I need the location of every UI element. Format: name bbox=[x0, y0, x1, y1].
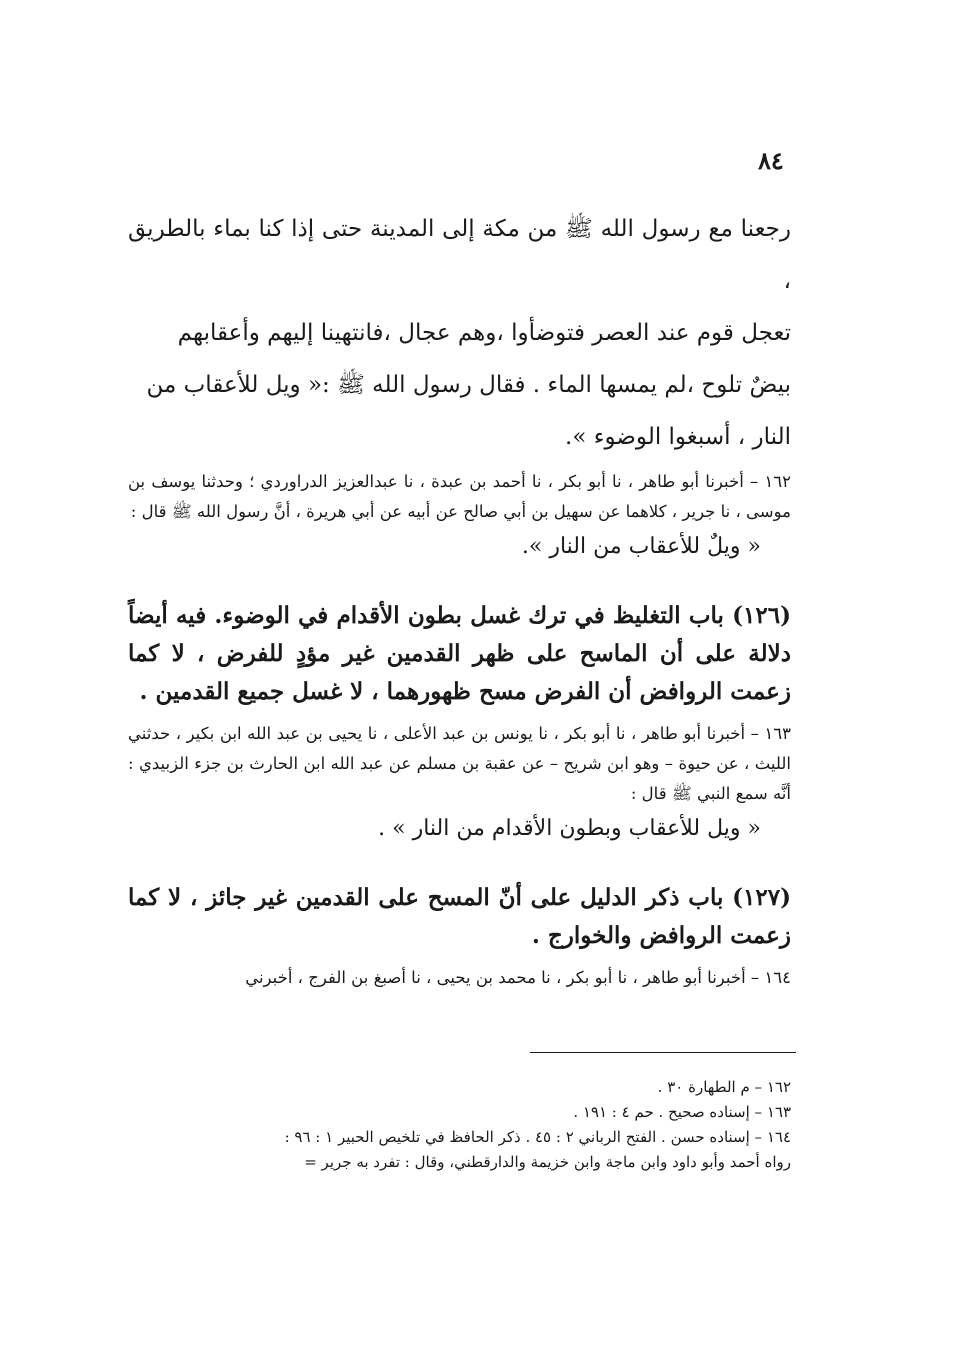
text-line: النار ، أسبغوا الوضوء ». bbox=[565, 424, 791, 450]
paragraph-continuation bbox=[128, 203, 791, 463]
chapter-127-heading: (١٢٧) باب ذكر الدليل على أنّ المسح على القدمين غير جائز ، لا كما زعمت الروافض والخوارج . bbox=[128, 884, 791, 949]
footnote-164-continued: رواه أحمد وأبو داود وابن ماجة وابن خزيمة والدارقطني، وقال : تفرد به جرير = bbox=[304, 1153, 791, 1171]
page-number: ٨٤ bbox=[758, 146, 784, 175]
main-text bbox=[128, 203, 791, 993]
footnotes bbox=[128, 1075, 791, 1175]
footnote-divider bbox=[530, 1052, 796, 1053]
text-line: تعجل قوم عند العصر فتوضأوا ،وهم عجال ،فانتهينا إليهم وأعقابهم bbox=[177, 320, 791, 346]
footnote-163: ١٦٣ – إسناده صحيح . حم ٤ : ١٩١ . bbox=[573, 1103, 791, 1121]
hadith-162-chain: ١٦٢ – أخبرنا أبو طاهر ، نا أبو بكر ، نا أحمد بن عبدة ، نا عبدالعزيز الدراوردي ؛ وحدثنا يوسف بن موسى ، نا جرير ، كلاهما عن سهيل بن أبي صالح عن أبيه عن أبي هريرة ، أنَّ رسول الله ﷺ قال : bbox=[128, 472, 791, 521]
text-line: بيضٌ تلوح ،لم يمسها الماء . فقال رسول الله ﷺ :« ويل للأعقاب من bbox=[146, 372, 791, 398]
hadith-163-quote: « ويل للأعقاب وبطون الأقدام من النار » . bbox=[378, 816, 761, 841]
hadith-163-chain: ١٦٣ – أخبرنا أبو طاهر ، نا أبو بكر ، نا يونس بن عبد الأعلى ، نا يحيى بن عبد الله ابن بكير ، حدثني الليث ، عن حيوة – وهو ابن شريح – عن عقبة بن مسلم عن عبد الله ابن الحارث بن جزء الزبيدي : أنَّه سمع النبي ﷺ قال : bbox=[128, 724, 791, 803]
footnote-164: ١٦٤ – إسناده حسن . الفتح الرباني ٢ : ٤٥ . ذكر الحافظ في تلخيص الحبير ١ : ٩٦ : bbox=[284, 1128, 791, 1146]
chapter-126-heading: (١٢٦) باب التغليظ في ترك غسل بطون الأقدام في الوضوء. فيه أيضاً دلالة على أن الماسح على ظهر القدمين غير مؤدٍ للفرض ، لا كما زعمت الروافض أن الفرض مسح ظهورهما ، لا غسل جميع القدمين . bbox=[128, 602, 791, 705]
text-line: رجعنا مع رسول الله ﷺ من مكة إلى المدينة حتى إذا كنا بماء بالطريق ، bbox=[128, 216, 791, 294]
footnote-162: ١٦٢ – م الطهارة ٣٠ . bbox=[657, 1078, 791, 1096]
hadith-164-chain: ١٦٤ – أخبرنا أبو طاهر ، نا أبو بكر ، نا محمد بن يحيى ، نا أصبغ بن الفرج ، أخبرني bbox=[245, 968, 791, 987]
hadith-162-quote: « ويلٌ للأعقاب من النار ». bbox=[521, 534, 761, 559]
